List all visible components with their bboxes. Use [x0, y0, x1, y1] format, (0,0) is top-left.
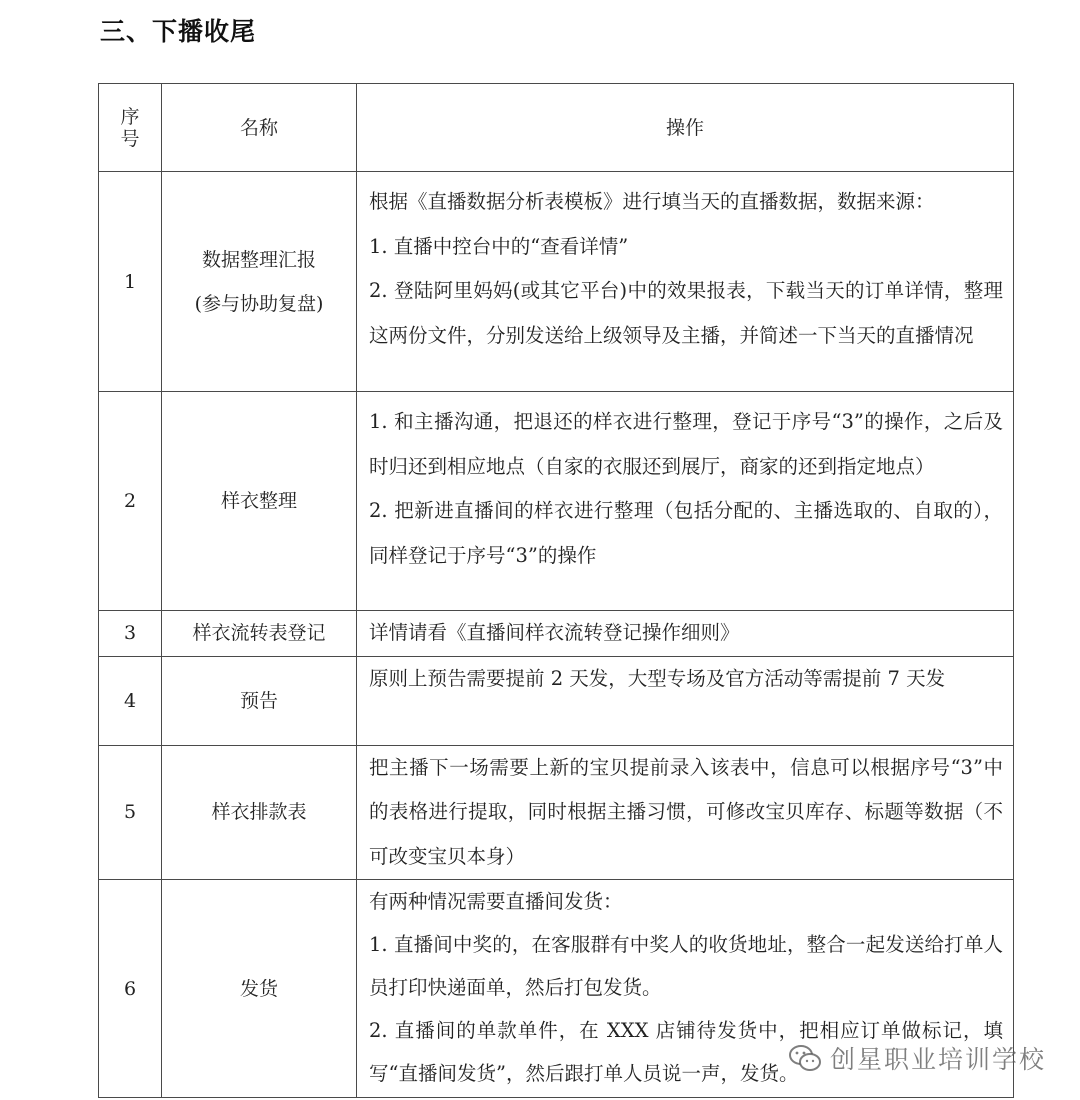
row-no: 1 — [99, 172, 162, 392]
row-name — [162, 611, 357, 657]
row-name-line: (参与协助复盘) — [194, 292, 324, 315]
row-name — [162, 745, 357, 880]
header-operation: 操作 — [357, 84, 1014, 172]
header-no-line1: 序 — [120, 105, 140, 128]
row-name-line: 数据整理汇报 — [201, 248, 316, 271]
table-row — [99, 656, 1014, 745]
operation-line: 2. 把新进直播间的样衣进行整理（包括分配的、主播选取的、自取的），同样登记于序号“3”的操作 — [369, 499, 1003, 567]
table-row — [99, 745, 1014, 880]
operation-line: 1. 直播中控台中的“查看详情” — [369, 234, 629, 258]
row-name — [162, 392, 357, 611]
row-no: 5 — [99, 745, 162, 880]
header-name: 名称 — [162, 84, 357, 172]
row-operation — [357, 656, 1014, 745]
row-no: 2 — [99, 392, 162, 611]
operation-line: 1. 直播间中奖的，在客服群有中奖人的收货地址，整合一起发送给打单人员打印快递面单，然后打包发货。 — [369, 933, 1003, 999]
table-row — [99, 172, 1014, 392]
operation-line: 2. 直播间的单款单件，在 XXX 店铺待发货中，把相应订单做标记，填写“直播间发货”，然后跟打单人员说一声，发货。 — [369, 1019, 1003, 1085]
row-operation — [357, 745, 1014, 880]
row-name-line: 样衣整理 — [220, 490, 297, 512]
row-no: 3 — [99, 611, 162, 657]
table-header-row — [99, 84, 1014, 172]
row-name — [162, 880, 357, 1098]
table-row — [99, 611, 1014, 657]
row-name-line: 发货 — [239, 977, 278, 1000]
header-no — [99, 84, 162, 172]
operation-line: 有两种情况需要直播间发货： — [369, 890, 623, 913]
header-no-line2: 号 — [120, 127, 140, 150]
row-operation — [357, 611, 1014, 657]
operations-table — [98, 83, 1014, 1098]
section-heading: 三、下播收尾 — [100, 17, 257, 46]
row-no: 6 — [99, 880, 162, 1098]
watermark — [788, 1040, 1046, 1076]
operation-line: 把主播下一场需要上新的宝贝提前录入该表中，信息可以根据序号“3”中的表格进行提取，同时根据主播习惯，可修改宝贝库存、标题等数据（不可改变宝贝本身） — [369, 755, 1003, 868]
row-operation — [357, 172, 1014, 392]
row-operation — [357, 392, 1014, 611]
row-name-line: 样衣流转表登记 — [192, 622, 326, 645]
row-name-line: 预告 — [239, 689, 278, 712]
operation-line: 2. 登陆阿里妈妈(或其它平台)中的效果报表，下载当天的订单详情，整理这两份文件，分别发送给上级领导及主播，并简述一下当天的直播情况 — [369, 279, 1003, 347]
row-no: 4 — [99, 656, 162, 745]
wechat-icon — [788, 1043, 822, 1073]
row-name — [162, 656, 357, 745]
watermark-text: 创星职业培训学校 — [829, 1045, 1046, 1074]
operation-line: 根据《直播数据分析表模板》进行填当天的直播数据，数据来源： — [369, 190, 935, 213]
row-name — [162, 172, 357, 392]
operation-line: 1. 和主播沟通，把退还的样衣进行整理，登记于序号“3”的操作，之后及时归还到相应地点（自家的衣服还到展厅，商家的还到指定地点） — [369, 410, 1003, 478]
table-row — [99, 392, 1014, 611]
operation-line: 原则上预告需要提前 2 天发，大型专场及官方活动等需提前 7 天发 — [369, 666, 946, 690]
row-name-line: 样衣排款表 — [211, 801, 307, 824]
operation-line: 详情请看《直播间样衣流转登记操作细则》 — [369, 621, 740, 644]
